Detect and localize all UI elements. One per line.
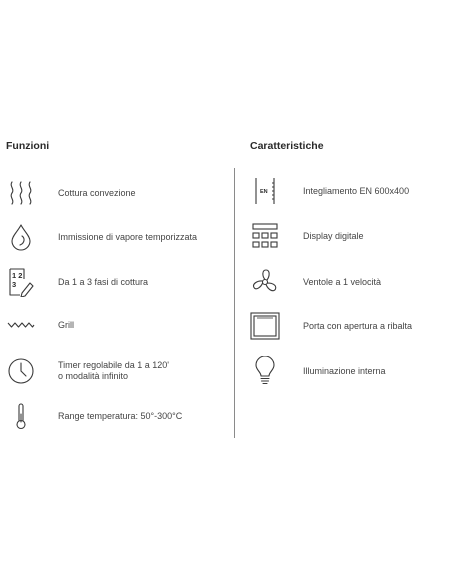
feature-grill xyxy=(6,310,74,340)
timer-label-line2: o modalità infinito xyxy=(58,371,129,381)
en-icon-text: EN xyxy=(260,189,268,195)
feature-label: Da 1 a 3 fasi di cottura xyxy=(58,276,149,287)
thermometer-icon xyxy=(6,401,36,431)
phases-icon-text-top: 1 2 xyxy=(12,271,23,280)
fan-icon xyxy=(250,267,280,297)
phases-icon-text-bottom: 3 xyxy=(12,280,17,289)
timer-label-line1: Timer regolabile da 1 a 120' xyxy=(58,360,169,370)
feature-phases xyxy=(6,267,148,297)
feature-label: Cottura convezione xyxy=(58,187,136,198)
grill-icon xyxy=(6,310,36,340)
cooking-phases-icon xyxy=(6,267,36,297)
feature-steam xyxy=(6,222,197,252)
feature-lighting xyxy=(250,356,386,386)
feature-display xyxy=(250,221,364,251)
steam-drop-icon xyxy=(6,222,36,252)
feature-temperature xyxy=(6,401,182,431)
feature-label: Ventole a 1 velocità xyxy=(303,276,382,287)
feature-label xyxy=(58,360,169,382)
feature-convection xyxy=(6,178,136,208)
convection-waves-icon xyxy=(6,178,36,208)
clock-icon xyxy=(6,356,36,386)
feature-label: Integliamento EN 600x400 xyxy=(303,185,410,196)
light-bulb-icon xyxy=(250,356,280,386)
en-fit-icon xyxy=(250,176,280,206)
feature-label: Display digitale xyxy=(303,230,364,241)
feature-label: Grill xyxy=(58,319,74,330)
feature-timer xyxy=(6,356,169,386)
feature-label: Immissione di vapore temporizzata xyxy=(58,231,198,242)
features-title: Caratteristiche xyxy=(250,140,324,152)
digital-display-icon xyxy=(250,221,280,251)
feature-fan xyxy=(250,267,381,297)
feature-en-fit xyxy=(250,176,409,206)
feature-label: Illuminazione interna xyxy=(303,365,386,376)
feature-oven-door xyxy=(250,311,412,341)
feature-label: Range temperatura: 50°-300°C xyxy=(58,410,183,421)
feature-label: Porta con apertura a ribalta xyxy=(303,320,413,331)
functions-title: Funzioni xyxy=(6,140,50,152)
column-divider xyxy=(234,168,235,438)
oven-door-icon xyxy=(250,311,280,341)
